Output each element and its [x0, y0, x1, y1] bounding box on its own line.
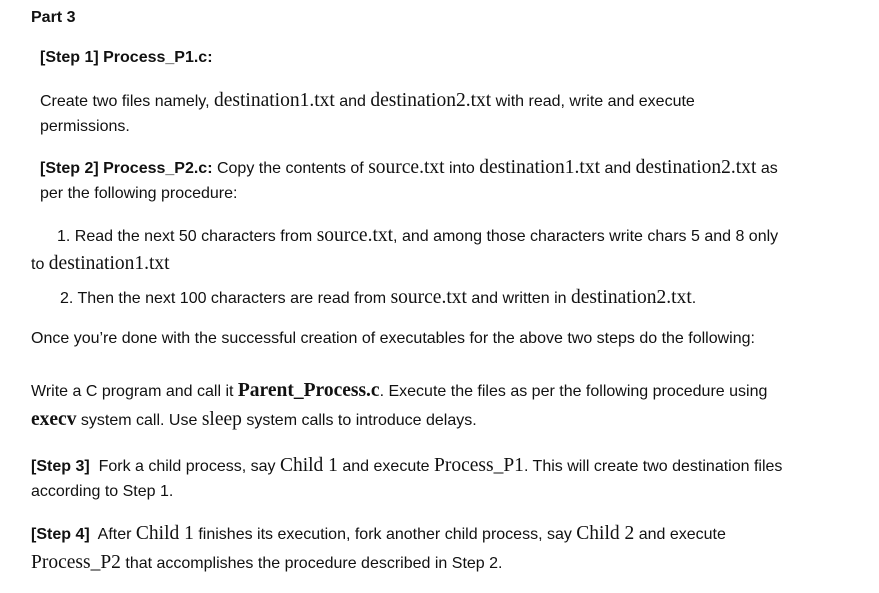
step2-heading: [Step 2] Process_P2.c:: [40, 160, 213, 177]
step3-label: [Step 3]: [31, 458, 90, 475]
write-line1: Write a C program and call it Parent_Process.c. Execute the files as per the following procedure using: [31, 380, 768, 401]
step3-line1: [Step 3] Fork a child process, say Child 1 and execute Process_P1. This will create two destination files: [31, 455, 783, 476]
step1-line1: Create two files namely, destination1.txt and destination2.txt with read, write and execute: [40, 90, 695, 111]
step2-line1: [Step 2] Process_P2.c: Copy the contents of source.txt into destination1.txt and destination2.txt as: [40, 157, 778, 178]
step4-line2: Process_P2 that accomplishes the procedure described in Step 2.: [31, 552, 503, 573]
list-item-1-line2: to destination1.txt: [31, 253, 170, 274]
step1-line2: permissions.: [40, 118, 130, 135]
list-item-1-line1: 1. Read the next 50 characters from source.txt, and among those characters write chars 5 and 8 only: [57, 225, 779, 246]
step4-label: [Step 4]: [31, 526, 90, 543]
part-title: Part 3: [31, 9, 76, 26]
step3-line2: according to Step 1.: [31, 483, 174, 500]
write-line2: execv system call. Use sleep system calls to introduce delays.: [31, 409, 477, 430]
once-line: Once you’re done with the successful creation of executables for the above two steps do the following:: [31, 330, 755, 347]
step1-heading: [Step 1] Process_P1.c:: [40, 49, 213, 66]
list-item-2: 2. Then the next 100 characters are read from source.txt and written in destination2.txt.: [60, 287, 697, 308]
step4-line1: [Step 4] After Child 1 finishes its execution, fork another child process, say Child 2 and execute: [31, 523, 726, 544]
step2-line2: per the following procedure:: [40, 185, 238, 202]
